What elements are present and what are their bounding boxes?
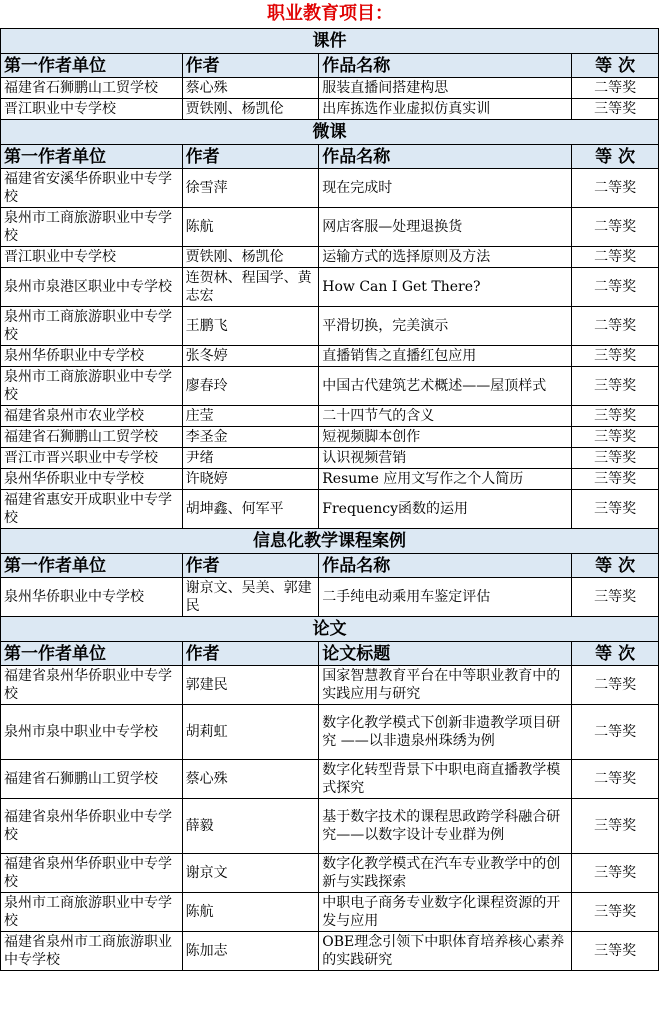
unit-cell: 泉州市工商旅游职业中专学校 <box>1 208 183 247</box>
title-cell: 二手纯电动乘用车鉴定评估 <box>319 578 572 617</box>
rank-cell: 三等奖 <box>572 578 659 617</box>
author-cell: 王鹏飞 <box>182 307 319 346</box>
author-cell: 陈航 <box>182 893 319 932</box>
author-cell: 贾铁刚、杨凯伦 <box>182 247 319 268</box>
rank-cell: 三等奖 <box>572 932 659 971</box>
unit-header: 第一作者单位 <box>1 145 183 169</box>
title-header: 作品名称 <box>319 54 572 78</box>
author-header: 作者 <box>182 642 319 666</box>
rank-header: 等 次 <box>572 642 659 666</box>
rank-cell: 二等奖 <box>572 705 659 760</box>
section-title: 课件 <box>1 29 659 54</box>
author-cell: 蔡心殊 <box>182 78 319 99</box>
table-row <box>1 448 659 469</box>
column-header-row <box>1 642 659 666</box>
author-cell: 许晓婷 <box>182 469 319 490</box>
author-cell: 蔡心殊 <box>182 760 319 799</box>
rank-cell: 二等奖 <box>572 268 659 307</box>
table-row <box>1 666 659 705</box>
title-cell: 基于数字技术的课程思政跨学科融合研究——以数字设计专业群为例 <box>319 799 572 854</box>
unit-header: 第一作者单位 <box>1 642 183 666</box>
unit-cell: 泉州华侨职业中专学校 <box>1 578 183 617</box>
unit-cell: 泉州市工商旅游职业中专学校 <box>1 367 183 406</box>
rank-cell: 三等奖 <box>572 427 659 448</box>
unit-cell: 福建省泉州华侨职业中专学校 <box>1 799 183 854</box>
unit-cell: 晋江职业中专学校 <box>1 247 183 268</box>
unit-cell: 福建省石狮鹏山工贸学校 <box>1 760 183 799</box>
unit-cell: 福建省泉州市农业学校 <box>1 406 183 427</box>
title-cell: 中国古代建筑艺术概述——屋顶样式 <box>319 367 572 406</box>
title-cell: 二十四节气的含义 <box>319 406 572 427</box>
author-cell: 胡莉虹 <box>182 705 319 760</box>
section-title: 微课 <box>1 120 659 145</box>
title-header: 作品名称 <box>319 554 572 578</box>
rank-cell: 三等奖 <box>572 448 659 469</box>
table-row <box>1 346 659 367</box>
title-cell: 中职电子商务专业数字化课程资源的开发与应用 <box>319 893 572 932</box>
unit-cell: 泉州华侨职业中专学校 <box>1 469 183 490</box>
unit-cell: 福建省泉州华侨职业中专学校 <box>1 854 183 893</box>
title-header: 作品名称 <box>319 145 572 169</box>
author-cell: 连贺林、程国学、黄志宏 <box>182 268 319 307</box>
title-cell: 现在完成时 <box>319 169 572 208</box>
table-row <box>1 307 659 346</box>
unit-cell: 福建省安溪华侨职业中专学校 <box>1 169 183 208</box>
awards-table <box>0 28 659 971</box>
rank-cell: 二等奖 <box>572 666 659 705</box>
title-cell: Frequency函数的运用 <box>319 490 572 529</box>
author-cell: 薛毅 <box>182 799 319 854</box>
unit-header: 第一作者单位 <box>1 54 183 78</box>
title-cell: 直播销售之直播红包应用 <box>319 346 572 367</box>
author-cell: 胡坤鑫、何军平 <box>182 490 319 529</box>
rank-header: 等 次 <box>572 145 659 169</box>
table-row <box>1 367 659 406</box>
title-cell: 运输方式的选择原则及方法 <box>319 247 572 268</box>
author-cell: 谢京文 <box>182 854 319 893</box>
table-row <box>1 893 659 932</box>
rank-cell: 三等奖 <box>572 799 659 854</box>
author-header: 作者 <box>182 54 319 78</box>
author-cell: 庄莹 <box>182 406 319 427</box>
author-cell: 张冬婷 <box>182 346 319 367</box>
author-cell: 徐雪萍 <box>182 169 319 208</box>
author-cell: 郭建民 <box>182 666 319 705</box>
author-cell: 尹绪 <box>182 448 319 469</box>
table-row <box>1 427 659 448</box>
unit-header: 第一作者单位 <box>1 554 183 578</box>
table-row <box>1 760 659 799</box>
section-header <box>1 29 659 54</box>
column-header-row <box>1 54 659 78</box>
rank-cell: 三等奖 <box>572 367 659 406</box>
rank-cell: 三等奖 <box>572 99 659 120</box>
table-row <box>1 932 659 971</box>
table-row <box>1 247 659 268</box>
table-row <box>1 208 659 247</box>
rank-cell: 二等奖 <box>572 307 659 346</box>
table-row <box>1 268 659 307</box>
rank-cell: 三等奖 <box>572 406 659 427</box>
rank-cell: 二等奖 <box>572 78 659 99</box>
section-title: 信息化教学课程案例 <box>1 529 659 554</box>
awards-table-body <box>1 29 659 971</box>
table-row <box>1 578 659 617</box>
author-cell: 陈加志 <box>182 932 319 971</box>
rank-cell: 二等奖 <box>572 760 659 799</box>
table-row <box>1 469 659 490</box>
unit-cell: 泉州市泉中职业中专学校 <box>1 705 183 760</box>
title-header: 论文标题 <box>319 642 572 666</box>
table-row <box>1 406 659 427</box>
rank-header: 等 次 <box>572 54 659 78</box>
table-row <box>1 169 659 208</box>
title-cell: How Can I Get There? <box>319 268 572 307</box>
section-header <box>1 617 659 642</box>
unit-cell: 福建省石狮鹏山工贸学校 <box>1 427 183 448</box>
section-header <box>1 120 659 145</box>
rank-header: 等 次 <box>572 554 659 578</box>
table-row <box>1 705 659 760</box>
table-row <box>1 99 659 120</box>
unit-cell: 泉州市泉港区职业中专学校 <box>1 268 183 307</box>
unit-cell: 福建省惠安开成职业中专学校 <box>1 490 183 529</box>
author-cell: 谢京文、吴美、郭建民 <box>182 578 319 617</box>
rank-cell: 三等奖 <box>572 893 659 932</box>
title-cell: OBE理念引领下中职体育培养核心素养的实践研究 <box>319 932 572 971</box>
column-header-row <box>1 554 659 578</box>
unit-cell: 晋江职业中专学校 <box>1 99 183 120</box>
title-cell: 网店客服—处理退换货 <box>319 208 572 247</box>
title-cell: Resume 应用文写作之个人简历 <box>319 469 572 490</box>
author-cell: 廖春玲 <box>182 367 319 406</box>
author-header: 作者 <box>182 145 319 169</box>
title-cell: 认识视频营销 <box>319 448 572 469</box>
table-row <box>1 799 659 854</box>
author-header: 作者 <box>182 554 319 578</box>
rank-cell: 三等奖 <box>572 469 659 490</box>
rank-cell: 三等奖 <box>572 854 659 893</box>
table-row <box>1 78 659 99</box>
title-cell: 平滑切换，完美演示 <box>319 307 572 346</box>
rank-cell: 三等奖 <box>572 490 659 529</box>
unit-cell: 晋江市晋兴职业中专学校 <box>1 448 183 469</box>
author-cell: 贾铁刚、杨凯伦 <box>182 99 319 120</box>
unit-cell: 泉州市工商旅游职业中专学校 <box>1 893 183 932</box>
title-cell: 数字化教学模式下创新非遗教学项目研究 ——以非遗泉州珠绣为例 <box>319 705 572 760</box>
author-cell: 李圣金 <box>182 427 319 448</box>
rank-cell: 二等奖 <box>572 169 659 208</box>
rank-cell: 二等奖 <box>572 208 659 247</box>
unit-cell: 福建省泉州华侨职业中专学校 <box>1 666 183 705</box>
title-cell: 出库拣选作业虚拟仿真实训 <box>319 99 572 120</box>
table-row <box>1 490 659 529</box>
unit-cell: 福建省泉州市工商旅游职业中专学校 <box>1 932 183 971</box>
rank-cell: 二等奖 <box>572 247 659 268</box>
unit-cell: 泉州华侨职业中专学校 <box>1 346 183 367</box>
section-header <box>1 529 659 554</box>
page-title: 职业教育项目： <box>267 3 393 24</box>
title-cell: 国家智慧教育平台在中等职业教育中的实践应用与研究 <box>319 666 572 705</box>
column-header-row <box>1 145 659 169</box>
title-cell: 短视频脚本创作 <box>319 427 572 448</box>
title-cell: 数字化转型背景下中职电商直播教学模式探究 <box>319 760 572 799</box>
section-title: 论文 <box>1 617 659 642</box>
title-cell: 服装直播间搭建构思 <box>319 78 572 99</box>
author-cell: 陈航 <box>182 208 319 247</box>
rank-cell: 三等奖 <box>572 346 659 367</box>
title-cell: 数字化教学模式在汽车专业教学中的创新与实践探索 <box>319 854 572 893</box>
unit-cell: 泉州市工商旅游职业中专学校 <box>1 307 183 346</box>
unit-cell: 福建省石狮鹏山工贸学校 <box>1 78 183 99</box>
table-row <box>1 854 659 893</box>
